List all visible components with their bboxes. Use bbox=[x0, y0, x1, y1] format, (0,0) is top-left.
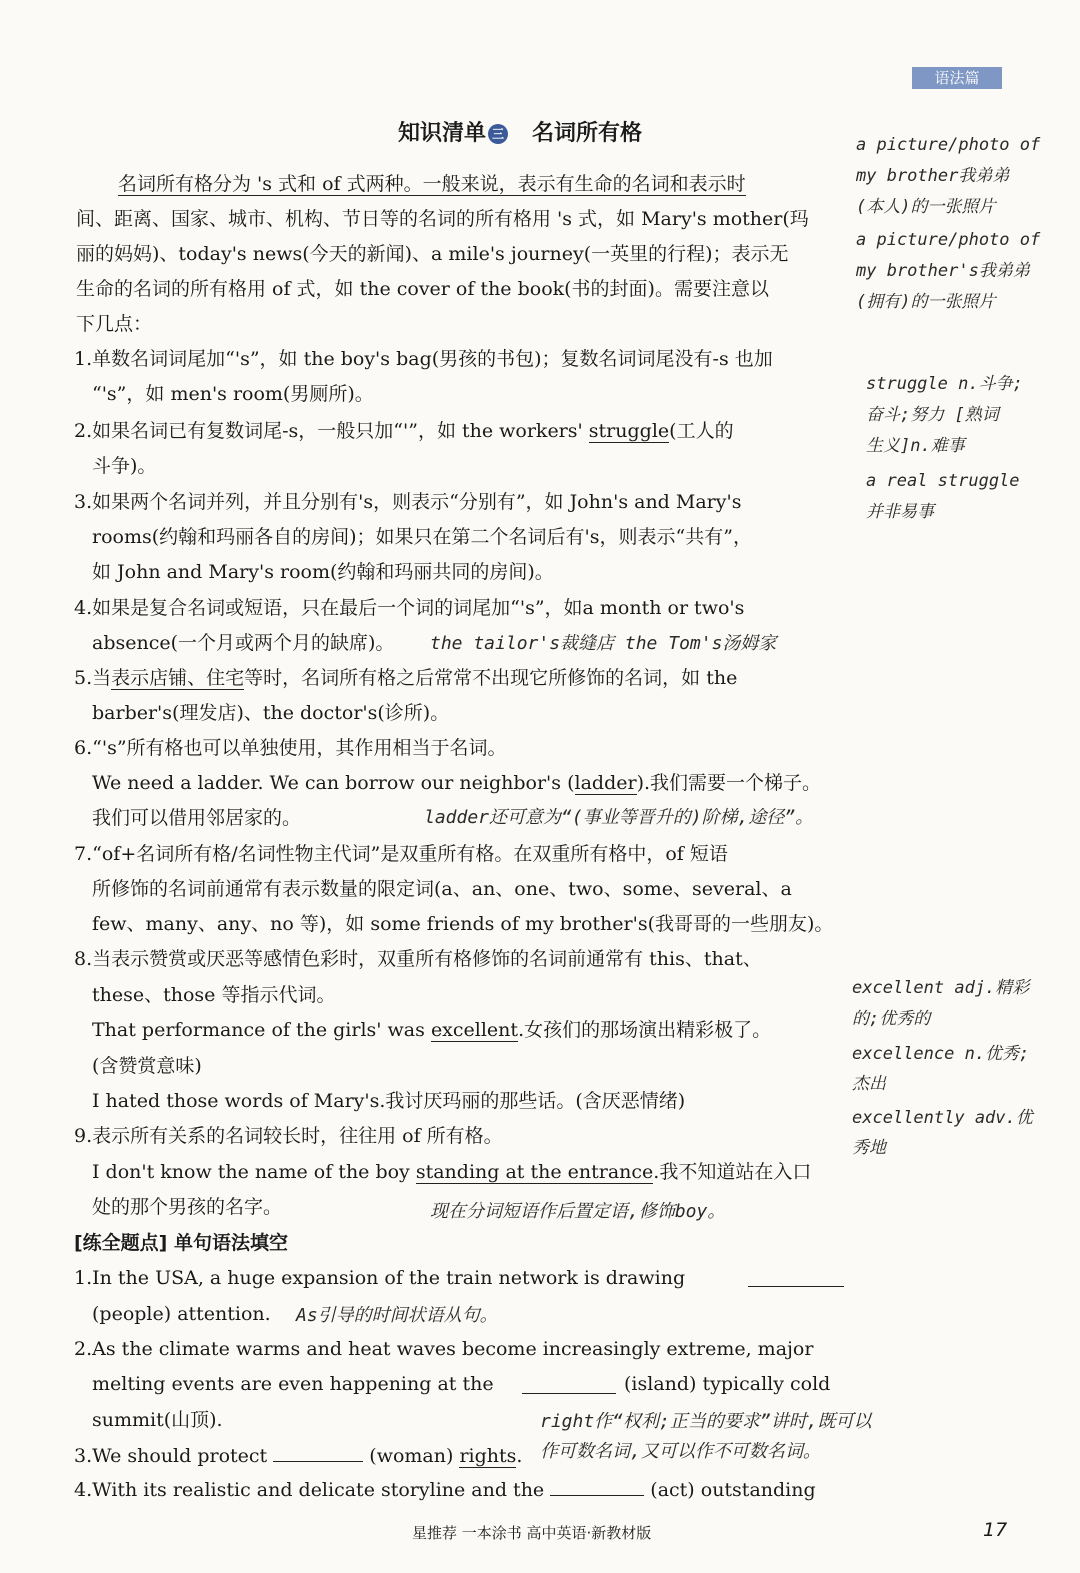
point-4-line-2: absence(一个月或两个月的缺席)。 bbox=[92, 632, 395, 654]
point-8-line-5: I hated those words of Mary's.我讨厌玛丽的那些话。(含厌恶情绪) bbox=[92, 1090, 686, 1112]
point-1-line-2: “'s”，如 men's room(男厕所)。 bbox=[92, 383, 374, 405]
question-2-line-1: 2.As the climate warms and heat waves become increasingly extreme, major bbox=[74, 1338, 814, 1360]
note-photo-2: my brother我弟弟 bbox=[856, 166, 1010, 186]
point-3-line-2: rooms(约翰和玛丽各自的房间)；如果只在第二个名词后有's，则表示“共有”， bbox=[92, 526, 752, 548]
note-excellent-6: 秀地 bbox=[852, 1138, 886, 1158]
point-8-line-4: (含赞赏意味) bbox=[92, 1055, 202, 1077]
point-9-line-2: I don't know the name of the boy standing at the entrance.我不知道站在入口 bbox=[92, 1161, 812, 1183]
point-5-line-1: 5.当表示店铺、住宅等时，名词所有格之后常常不出现它所修饰的名词，如 the bbox=[74, 667, 738, 689]
question-1-line-1: 1.In the USA, a huge expansion of the train network is drawing bbox=[74, 1267, 686, 1289]
point-6-line-3: 我们可以借用邻居家的。 bbox=[92, 807, 302, 829]
section-tag: 语法篇 bbox=[912, 67, 1002, 89]
title-prefix: 知识清单 bbox=[398, 121, 487, 146]
point-8-line-2: these、those 等指示代词。 bbox=[92, 984, 336, 1006]
point-8-line-1: 8.当表示赞赏或厌恶等感情色彩时，双重所有格修饰的名词前通常有 this、that、 bbox=[74, 948, 762, 970]
intro-line-4: 生命的名词的所有格用 of 式，如 the cover of the book(书的封面)。需要注意以 bbox=[76, 278, 769, 300]
note-participle: 现在分词短语作后置定语,修饰boy。 bbox=[430, 1201, 726, 1222]
intro-line-1: 名词所有格分为 's 式和 of 式两种。一般来说，表示有生命的名词和表示时 bbox=[118, 173, 746, 195]
note-excellent-2: 的;优秀的 bbox=[852, 1009, 931, 1029]
note-right-line-2: 作可数名词,又可以作不可数名词。 bbox=[540, 1441, 821, 1462]
point-3-line-1: 3.如果两个名词并列，并且分别有's，则表示“分别有”，如 John's and Mary's bbox=[74, 491, 742, 513]
question-3-line: 3.We should protect (woman) rights. bbox=[74, 1445, 523, 1467]
note-photo-6: (拥有)的一张照片 bbox=[856, 292, 996, 312]
note-photo-1: a picture/photo of bbox=[856, 135, 1041, 155]
intro-line-3: 丽的妈妈)、today's news(今天的新闻)、a mile's journey(一英里的行程)；表示无 bbox=[76, 243, 789, 265]
point-2-line-2: 斗争)。 bbox=[92, 455, 157, 477]
question-2-line-2: melting events are even happening at the bbox=[92, 1373, 494, 1395]
question-1-blank[interactable] bbox=[748, 1286, 844, 1287]
point-8-line-3: That performance of the girls' was excellent.女孩们的那场演出精彩极了。 bbox=[92, 1019, 772, 1041]
note-excellent-5: excellently adv.优 bbox=[852, 1108, 1033, 1128]
note-struggle-5: 并非易事 bbox=[866, 502, 934, 522]
question-4-line: 4.With its realistic and delicate storyline and the (act) outstanding bbox=[74, 1479, 816, 1501]
note-struggle-1: struggle n.斗争; bbox=[866, 374, 1023, 394]
page-title bbox=[398, 116, 642, 147]
note-excellent-3: excellence n.优秀; bbox=[852, 1044, 1030, 1064]
note-struggle-3: 生义]n.难事 bbox=[866, 436, 965, 456]
point-3-line-3: 如 John and Mary's room(约翰和玛丽共同的房间)。 bbox=[92, 561, 554, 583]
point-7-line-2: 所修饰的名词前通常有表示数量的限定词(a、an、one、two、some、several、a bbox=[92, 878, 792, 900]
note-as-clause: As引导的时间状语从句。 bbox=[296, 1305, 498, 1326]
title-topic: 名词所有格 bbox=[532, 121, 643, 146]
note-photo-3: (本人)的一张照片 bbox=[856, 197, 996, 217]
point-7-line-3: few、many、any、no 等)，如 some friends of my brother's(我哥哥的一些朋友)。 bbox=[92, 913, 834, 935]
point-1-line-1: 1.单数名词词尾加“'s”，如 the boy's bag(男孩的书包)；复数名词词尾没有-s 也加 bbox=[74, 348, 773, 370]
point-5-line-2: barber's(理发店)、the doctor's(诊所)。 bbox=[92, 702, 450, 724]
point-7-line-1: 7.“of+名词所有格/名词性物主代词”是双重所有格。在双重所有格中，of 短语 bbox=[74, 843, 728, 865]
question-1-line-2: (people) attention. bbox=[92, 1303, 271, 1325]
point-6-line-2: We need a ladder. We can borrow our neighbor's (ladder).我们需要一个梯子。 bbox=[92, 772, 822, 794]
footer-text: 星推荐 一本涂书 高中英语·新教材版 bbox=[412, 1524, 652, 1542]
note-tailor: the tailor's裁缝店 the Tom's汤姆家 bbox=[430, 633, 777, 654]
practice-heading: [练全题点] 单句语法填空 bbox=[74, 1232, 288, 1254]
point-2-line-1: 2.如果名词已有复数词尾-s，一般只加“'”，如 the workers' struggle(工人的 bbox=[74, 420, 734, 442]
intro-line-5: 下几点： bbox=[76, 313, 153, 335]
title-number-badge: 三 bbox=[488, 124, 508, 144]
question-2-blank[interactable] bbox=[522, 1393, 616, 1394]
note-right-line-1: right作“权利;正当的要求”讲时,既可以 bbox=[540, 1411, 872, 1432]
note-photo-5: my brother's我弟弟 bbox=[856, 261, 1030, 281]
note-ladder: ladder还可意为“(事业等晋升的)阶梯,途径”。 bbox=[424, 807, 814, 828]
point-9-line-1: 9.表示所有关系的名词较长时，往往用 of 所有格。 bbox=[74, 1125, 503, 1147]
page-number: 17 bbox=[983, 1519, 1008, 1541]
point-6-line-1: 6.“'s”所有格也可以单独使用，其作用相当于名词。 bbox=[74, 737, 507, 759]
point-4-line-1: 4.如果是复合名词或短语，只在最后一个词的词尾加“'s”，如a month or two's bbox=[74, 597, 745, 619]
question-2-line-2b: (island) typically cold bbox=[624, 1373, 831, 1395]
note-photo-4: a picture/photo of bbox=[856, 230, 1041, 250]
intro-line-2: 间、距离、国家、城市、机构、节日等的名词的所有格用 's 式，如 Mary's mother(玛 bbox=[76, 208, 809, 230]
note-struggle-2: 奋斗;努力 [熟词 bbox=[866, 405, 999, 425]
question-2-line-3: summit(山顶). bbox=[92, 1409, 223, 1431]
note-struggle-4: a real struggle bbox=[866, 471, 1020, 491]
note-excellent-4: 杰出 bbox=[852, 1074, 886, 1094]
question-3-blank[interactable] bbox=[273, 1443, 363, 1462]
note-excellent-1: excellent adj.精彩 bbox=[852, 978, 1030, 998]
point-9-line-3: 处的那个男孩的名字。 bbox=[92, 1196, 283, 1218]
question-4-blank[interactable] bbox=[550, 1477, 644, 1496]
